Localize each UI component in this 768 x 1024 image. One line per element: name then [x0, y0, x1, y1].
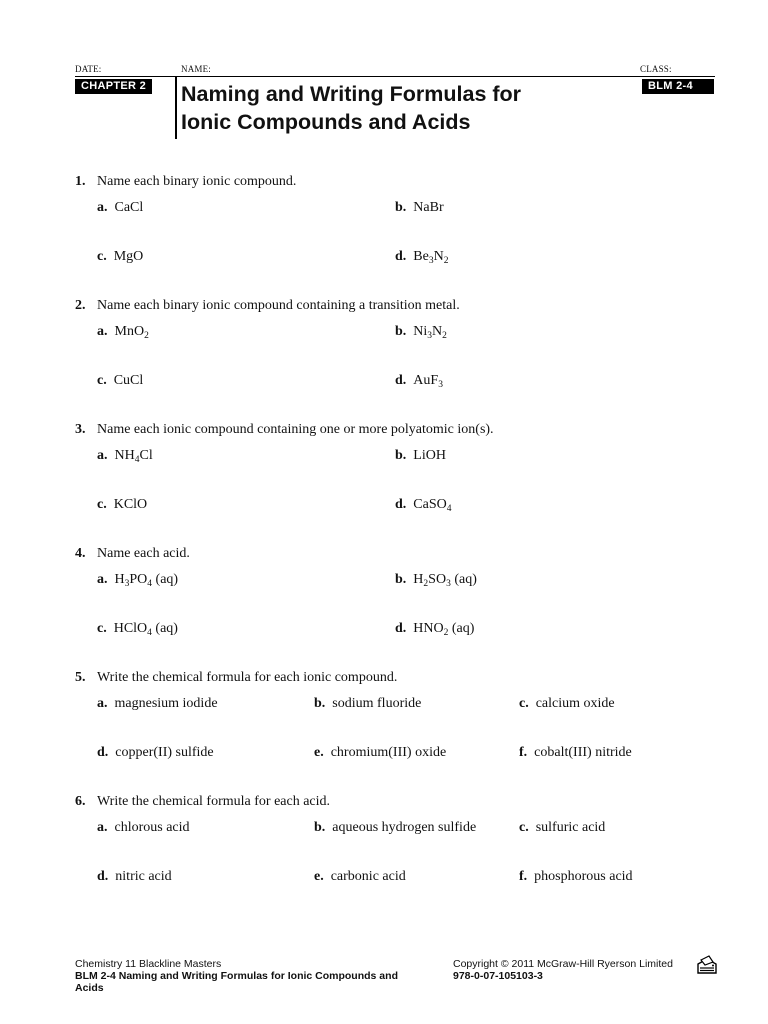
question-item — [97, 447, 153, 465]
title-line-2: Ionic Compounds and Acids — [181, 110, 471, 134]
footer-blm-title — [75, 970, 445, 994]
item-text: aqueous hydrogen sulfide — [332, 820, 477, 835]
item-letter: d. — [395, 373, 407, 388]
question-prompt: Name each binary ionic compound. — [97, 174, 297, 189]
item-text: nitric acid — [115, 869, 172, 884]
question-item — [395, 323, 447, 341]
question-item — [97, 695, 218, 713]
item-text: $Be_3N_2$ — [413, 249, 449, 266]
question-item — [519, 695, 615, 713]
question-item — [395, 248, 448, 266]
item-letter: a. — [97, 448, 108, 463]
item-text: CaCl — [114, 200, 144, 215]
question-number: 1. — [75, 174, 86, 189]
item-letter: b. — [395, 572, 407, 587]
question-number: 3. — [75, 422, 86, 437]
item-letter: d. — [97, 869, 109, 884]
date-label: DATE: — [75, 64, 102, 74]
item-letter: c. — [97, 373, 107, 388]
item-letter: a. — [97, 820, 108, 835]
item-letter: a. — [97, 572, 108, 587]
item-letter: f. — [519, 869, 528, 884]
item-letter: b. — [314, 696, 326, 711]
item-letter: d. — [395, 249, 407, 264]
item-text: MnO$_2$ — [114, 324, 149, 341]
question-item — [97, 819, 190, 837]
item-text: LiOH — [413, 448, 446, 463]
question-item — [97, 199, 143, 217]
question-item — [314, 695, 421, 713]
footer-blm-title-line2: Acids — [75, 982, 104, 994]
item-letter: d. — [395, 621, 407, 636]
item-text: $Ni_3N_2$ — [413, 324, 447, 341]
item-letter: d. — [97, 745, 109, 760]
question-number: 2. — [75, 298, 86, 313]
question-item — [314, 868, 406, 886]
item-letter: b. — [395, 448, 407, 463]
item-text: HClO$_4$ (aq) — [113, 621, 178, 638]
question-prompt: Write the chemical formula for each acid. — [97, 794, 331, 809]
item-text: MgO — [113, 249, 144, 264]
item-letter: e. — [314, 745, 324, 760]
item-text: NaBr — [413, 200, 444, 215]
question-item — [519, 819, 605, 837]
blm-tag: BLM 2-4 — [642, 79, 714, 94]
item-text: chlorous acid — [114, 820, 190, 835]
item-letter: b. — [314, 820, 326, 835]
item-text: $HNO_2$ (aq) — [413, 621, 475, 638]
item-text: copper(II) sulfide — [115, 745, 214, 760]
item-text: $NH_4Cl$ — [114, 448, 153, 465]
item-text: AuF$_3$ — [413, 373, 443, 390]
item-text: KClO — [113, 497, 148, 512]
item-letter: c. — [519, 696, 529, 711]
question-item — [395, 571, 477, 589]
item-letter: b. — [395, 200, 407, 215]
item-text: phosphorous acid — [534, 869, 633, 884]
item-letter: c. — [97, 249, 107, 264]
question-item — [97, 496, 147, 514]
item-text: sodium fluoride — [332, 696, 422, 711]
question-prompt: Name each binary ionic compound containing a transition metal. — [97, 298, 460, 313]
question-item — [314, 819, 476, 837]
item-letter: a. — [97, 324, 108, 339]
question-item — [97, 323, 149, 341]
question-number: 6. — [75, 794, 86, 809]
item-letter: d. — [395, 497, 407, 512]
item-letter: e. — [314, 869, 324, 884]
item-text: cobalt(III) nitride — [534, 745, 632, 760]
footer-copyright: Copyright © 2011 McGraw-Hill Ryerson Limited — [453, 958, 673, 970]
photocopy-icon — [695, 954, 719, 978]
question-item — [97, 372, 143, 390]
question-item — [395, 372, 443, 390]
question-item — [519, 744, 632, 762]
question-item — [395, 620, 474, 638]
footer-right — [453, 958, 693, 982]
question-item — [97, 868, 172, 886]
question-prompt: Write the chemical formula for each ionic compound. — [97, 670, 398, 685]
item-letter: a. — [97, 696, 108, 711]
item-text: CuCl — [113, 373, 144, 388]
question-item — [519, 868, 633, 886]
name-label: NAME: — [181, 64, 211, 74]
question-item — [97, 620, 178, 638]
title-divider — [175, 77, 177, 139]
question-item — [395, 447, 446, 465]
question-item — [395, 496, 452, 514]
header-rule — [75, 76, 715, 77]
item-text: CaSO$_4$ — [413, 497, 452, 514]
title-line-1: Naming and Writing Formulas for — [181, 82, 522, 106]
item-text: $H_2SO_3$ (aq) — [413, 572, 477, 589]
question-item — [395, 199, 444, 217]
item-letter: c. — [519, 820, 529, 835]
footer-left — [75, 958, 445, 994]
footer-blm-title-line1: BLM 2-4 Naming and Writing Formulas for Ionic Compounds and — [75, 970, 398, 982]
question-prompt: Name each acid. — [97, 546, 190, 561]
item-text: chromium(III) oxide — [330, 745, 447, 760]
class-label: CLASS: — [640, 64, 672, 74]
question-prompt: Name each ionic compound containing one or more polyatomic ion(s). — [97, 422, 494, 437]
footer-book-title: Chemistry 11 Blackline Masters — [75, 958, 222, 970]
item-text: magnesium iodide — [114, 696, 218, 711]
item-letter: a. — [97, 200, 108, 215]
question-number: 5. — [75, 670, 86, 685]
question-item — [97, 248, 143, 266]
question-item — [97, 571, 178, 589]
item-letter: c. — [97, 497, 107, 512]
item-text: $H_3PO_4$ (aq) — [114, 572, 179, 589]
item-letter: f. — [519, 745, 528, 760]
question-item — [314, 744, 446, 762]
item-letter: c. — [97, 621, 107, 636]
page-title — [181, 80, 621, 136]
chapter-tag: CHAPTER 2 — [75, 79, 152, 94]
item-text: calcium oxide — [535, 696, 615, 711]
question-number: 4. — [75, 546, 86, 561]
item-letter: b. — [395, 324, 407, 339]
item-text: carbonic acid — [330, 869, 406, 884]
question-item — [97, 744, 214, 762]
footer-isbn: 978-0-07-105103-3 — [453, 970, 543, 982]
item-text: sulfuric acid — [535, 820, 606, 835]
